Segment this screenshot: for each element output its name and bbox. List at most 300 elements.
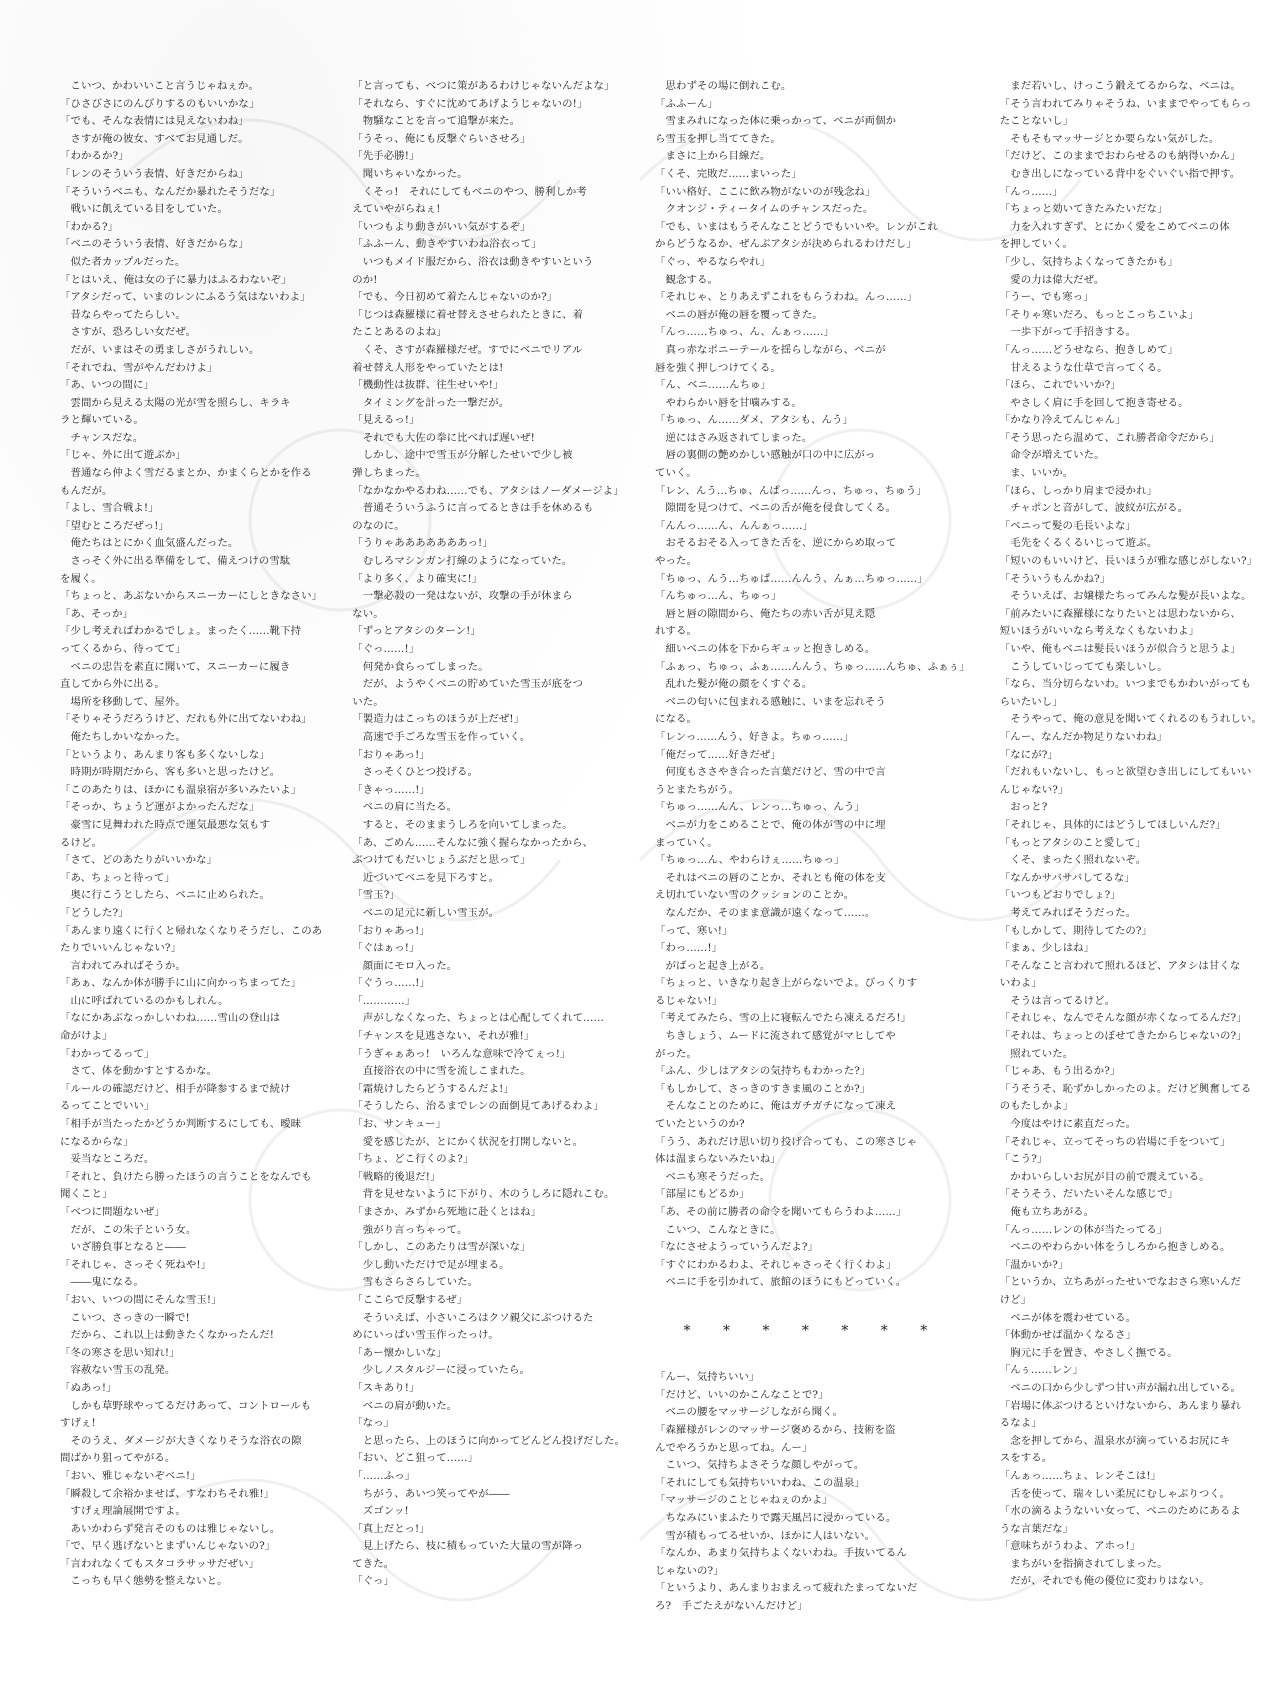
text-line: 「ちょっと、あぶないからスニーカーにしときなさい」 — [60, 590, 323, 603]
text-line: 何発か食らってしまった。 — [352, 660, 489, 673]
text-line: のもたしかよ」 — [999, 1100, 1074, 1113]
text-line: だから、これ以上は動きたくなかったんだ! — [60, 1329, 275, 1342]
text-line: 「だれもいないし、もっと欲望むき出しにしてもいい — [999, 766, 1252, 779]
text-line: すると、そのままうしろを向いてしまった。 — [352, 818, 573, 831]
text-line: しかし、途中で雪玉が分解したせいで少し被 — [352, 449, 573, 462]
text-line: 「だけど、このままでおわらせるのも納得いかん」 — [999, 150, 1241, 163]
text-line: ベニの肩に当たる。 — [352, 801, 458, 814]
text-line: 声がしなくなった、ちょっとは心配してくれて…… — [352, 1012, 605, 1025]
text-line: 俺たちはとにかく血気盛んだった。 — [60, 537, 239, 550]
text-line: 背を見せないように下がり、木のうしろに隠れこむ。 — [352, 1188, 615, 1201]
text-line: 「んっ……レンの体が当たってる」 — [999, 1223, 1168, 1236]
text-line: 「じゃ、外に出て遊ぶか」 — [60, 449, 186, 462]
text-line — [655, 1292, 970, 1310]
text-line: 「それじゃ、立ってそっちの岩場に手をついて」 — [999, 1135, 1231, 1148]
text-line: 「いや、俺もベニは髪長いほうが似合うと思うよ」 — [999, 643, 1241, 655]
text-line: さすが、恐ろしい女だぜ。 — [60, 326, 197, 339]
text-line: 「あ、ごめん……そんなに強く握らなかったから、 — [352, 836, 594, 849]
text-line: ていく。 — [655, 467, 697, 480]
text-line: ベニのやわらかい体をうしろから抱きしめる。 — [999, 1241, 1231, 1254]
text-line: そういえば、お嬢様たちってみんな髪が長いよな。 — [999, 590, 1252, 603]
text-line: え切れていない雪のクッションのことか。 — [655, 889, 855, 902]
text-line: 「ちょっと効いてきたみたいだな」 — [999, 203, 1168, 216]
text-line: 「ベニって髪の毛長いよな」 — [999, 519, 1136, 532]
text-line: だが、いまはその勇ましさがうれしい。 — [60, 343, 260, 356]
text-line: 「んっ……どうせなら、抱きしめて」 — [999, 343, 1179, 356]
text-line: もんだが。 — [60, 484, 113, 497]
text-line: 豪雪に見舞われた時点で運気最悪な気もす — [60, 818, 270, 831]
text-line: 雪が積もってるせいか、ほかに人はいない。 — [655, 1529, 876, 1542]
text-line: 「機動性は抜群、往生せいや!」 — [352, 379, 504, 392]
text-line: 念を押してから、温泉水が滴っているお尻にキ — [999, 1434, 1231, 1447]
text-line: 「そうしたら、治るまでレンの面倒見てあげるわよ」 — [352, 1100, 604, 1113]
text-line: こっちも早く態勢を整えないと。 — [60, 1575, 228, 1588]
text-line: ベニの肩が動いた。 — [352, 1399, 458, 1412]
text-line: 「俺だって……好きだぜ」 — [655, 748, 781, 761]
text-line: 聞いちゃいなかった。 — [352, 167, 468, 180]
text-line: を押していく。 — [999, 238, 1073, 251]
text-line: 「そりゃそうだろうけど、だれも外に出てないわね」 — [60, 713, 312, 726]
text-line: 戦いに飢えている目をしていた。 — [60, 203, 228, 216]
text-line: 「レン、んう…ちゅ、んぱっ……んっ、ちゅっ、ちゅう」 — [655, 484, 927, 497]
text-line: 「先手必勝!」 — [352, 150, 420, 163]
text-line: 「あんまり遠くに行くと帰れなくなりそうだし、このあ — [60, 924, 323, 937]
text-line: 顔面にモロ入った。 — [352, 959, 458, 972]
text-line: そもそもマッサージとか要らない気がした。 — [999, 132, 1220, 145]
text-line: 「それでね、雪がやんだわけよ」 — [60, 361, 218, 374]
text-line: 「ちゅっ…ん、やわらけぇ……ちゅっ」 — [655, 854, 845, 867]
text-line: 「岩場に体ぶつけるといけないから、あんまり暴れ — [999, 1399, 1242, 1412]
text-line: 「製造力はこっちのほうが上だぜ!」 — [352, 713, 525, 726]
text-line: 「短いのもいいけど、長いほうが雅な感じがしない?」 — [999, 555, 1258, 568]
text-line: ベニの匂いに包まれる感触に、いまを忘れそう — [655, 695, 886, 708]
text-line: 近づいてベニを見下ろすと。 — [352, 871, 500, 884]
text-line: 「言われなくてもスタコラサッサだぜい」 — [60, 1557, 260, 1570]
text-line: 「わかってるって」 — [60, 1047, 155, 1060]
text-line: 「よし、雪合戦よ!」 — [60, 502, 159, 515]
text-columns — [60, 78, 1262, 1668]
text-line: 甘えるような仕草で言ってくる。 — [999, 361, 1168, 374]
text-line: 「お、サンキュー」 — [352, 1118, 447, 1131]
text-line: たりでいいんじゃない?」 — [60, 942, 182, 955]
text-line: 「んぁっ……ちょ、レンそこは!」 — [999, 1469, 1162, 1482]
text-line: 「戦略的後退だ!」 — [352, 1170, 441, 1183]
text-line: やった。 — [655, 555, 697, 568]
text-line: 「このあたりは、ほかにも温泉宿が多いみたいよ」 — [60, 783, 302, 796]
text-line: 「まさか、みずから死地に赴くとはね」 — [352, 1206, 542, 1218]
text-line: そのうえ、ダメージが大きくなりそうな浴衣の隙 — [60, 1434, 302, 1447]
text-line: 「おい、雅じゃないぞベニ!」 — [60, 1469, 201, 1482]
text-line: 言われてみればそうか。 — [60, 959, 186, 972]
text-line: タイミングを計った一撃だが。 — [352, 396, 510, 409]
text-line: 「で、早く逃げないとまずいんじゃないの?」 — [60, 1540, 276, 1553]
text-line: 山に呼ばれているのかもしれん。 — [60, 994, 229, 1007]
text-line: のか! — [352, 273, 378, 286]
text-line: 「ほら、これでいいか?」 — [999, 379, 1121, 392]
text-line: 「と言っても、べつに策があるわけじゃないんだよな」 — [352, 80, 615, 92]
text-line: 「でも、今日初めて着たんじゃないのか?」 — [352, 291, 558, 304]
text-line: 雪もさらさらしていた。 — [352, 1276, 479, 1289]
text-line: 「そう思ったら温めて、これ勝者命令だから」 — [999, 431, 1220, 444]
text-line: 「考えてみたら、雪の上に寝転んでたら凍えるだろ!」 — [655, 1012, 912, 1025]
text-line: ラと輝いている。 — [60, 414, 144, 427]
text-line: 「霜焼けしたらどうするんだよ!」 — [352, 1082, 514, 1095]
text-line: 「なら、当分切らないわ。いつまでもかわいがっても — [999, 678, 1252, 691]
text-line: ちなみにいまふたりで露天風呂に浸かっている。 — [655, 1511, 897, 1524]
text-line: 「なかなかやるわね……でも、アタシはノーダメージよ」 — [352, 484, 624, 497]
text-line: 愛の力は偉大だぜ。 — [999, 273, 1105, 286]
text-line: 「なにが?」 — [999, 748, 1058, 761]
text-line: 「それにしても気持ちいいわね、この温泉」 — [655, 1476, 865, 1489]
text-line: 「相手が当たったかどうか判断するにしても、曖昧 — [60, 1118, 302, 1131]
text-line: 「冬の寒さを思い知れ!」 — [60, 1346, 180, 1359]
text-line: 「アタシだって、いまのレンにふるう気はないわよ」 — [60, 291, 311, 304]
text-line: 「マッサージのことじゃねぇのかよ」 — [655, 1494, 833, 1507]
text-line: になる。 — [655, 713, 697, 726]
text-line: 「ん、ベニ……んちゅ」 — [655, 379, 772, 392]
text-line: 「少し考えればわかるでしょ。まったく……靴下持 — [60, 625, 302, 638]
text-line: ちきしょう、ムードに流されて感覚がマヒしてや — [655, 1030, 896, 1043]
text-line: ってくるから、待ってて」 — [60, 643, 186, 655]
text-line: 「というか、立ちあがったせいでなおさら寒いんだ — [999, 1276, 1242, 1289]
text-line: 「じつは森羅様に着せ替えさせられたときに、着 — [352, 308, 584, 321]
text-line: 「もしかして、期待してたの?」 — [999, 924, 1153, 937]
text-line: 容赦ない雪玉の乱発。 — [60, 1364, 176, 1377]
text-line: ベニの口から少しずつ甘い声が漏れ出している。 — [999, 1381, 1242, 1394]
text-line: 乱れた髪が俺の顔をくすぐる。 — [655, 678, 813, 691]
text-line: ――鬼になる。 — [60, 1276, 144, 1289]
text-line: 「温かいか?」 — [999, 1258, 1069, 1271]
text-line: 何度もささやき合った言葉だけど、雪の中で言 — [655, 766, 886, 779]
text-line: だが、ようやくベニの貯めていた雪玉が底をつ — [352, 678, 584, 691]
text-line: 普通そういうふうに言ってるときは手を休めるも — [352, 502, 594, 515]
text-line: 「ちょっと、いきなり起き上がらないでよ。びっくりす — [655, 977, 918, 990]
text-line: 「雪玉?」 — [352, 889, 400, 902]
text-line: 弾しちまった。 — [352, 467, 426, 480]
text-line: ま、いいか。 — [999, 467, 1074, 480]
text-line: 時期が時期だから、客も多いと思ったけど。 — [60, 766, 281, 779]
text-line: 雪まみれになった体に乗っかって、ベニが両個か — [655, 115, 897, 128]
text-line: しかも草野球やってるだけあって、コントロールも — [60, 1399, 312, 1412]
text-line: 「まぁ、少しはね」 — [999, 942, 1095, 955]
text-line: かわいらしいお尻が目の前で震えている。 — [999, 1170, 1210, 1183]
text-line: がった。 — [655, 1047, 697, 1060]
text-line: 命がけよ」 — [60, 1030, 113, 1043]
text-line: 「そんなこと言われて照れるほど、アタシは甘くな — [999, 959, 1241, 972]
text-line: ベニが体を震わせている。 — [999, 1311, 1137, 1324]
text-line: そうは言ってるけど。 — [999, 994, 1116, 1007]
text-line: 唇を強く押しつけてくる。 — [655, 361, 781, 374]
text-line: まっていく。 — [655, 836, 718, 849]
text-line: ちがう、あいつ笑ってやが―― — [352, 1487, 510, 1500]
text-line: 「そういうもんかね?」 — [999, 572, 1111, 585]
text-line: 「ずっとアタシのターン!」 — [352, 625, 481, 638]
text-line: 「んっ……ちゅっ、ん、んぁっ……」 — [655, 326, 834, 339]
text-line: 「ちゅっ、ん……ダメ、アタシも、んう」 — [655, 414, 853, 427]
text-line: 「べつに問題ないぜ」 — [60, 1206, 165, 1218]
text-line: 「おりゃあっ!」 — [352, 924, 430, 937]
text-line: 一歩下がって手招きする。 — [999, 326, 1137, 339]
text-line: ぶつけてもだいじょうぶだと思って」 — [352, 854, 531, 867]
text-line: 命令が増えていた。 — [999, 449, 1105, 462]
text-line: 「わかるか?」 — [60, 150, 129, 163]
text-line: 「わっ……!」 — [655, 942, 723, 955]
text-line: 「そっか、ちょうど運がよかったんだな」 — [60, 801, 260, 814]
text-line: 「おい、どこ狙って……」 — [352, 1452, 479, 1465]
text-line: 直してから外に出る。 — [60, 678, 165, 691]
text-line: いつもメイド服だから、浴衣は動きやすいという — [352, 255, 594, 268]
text-line: 「んー、なんだか物足りないわね」 — [999, 730, 1168, 743]
text-line: うとまたちがう。 — [655, 783, 739, 796]
text-line: 「こう?」 — [999, 1153, 1048, 1166]
text-line: ベニも寒そうだった。 — [655, 1170, 771, 1183]
text-line: るじゃない!」 — [655, 994, 723, 1007]
text-line: 「なにかあぶなっかしいわね……雪山の登山は — [60, 1012, 281, 1025]
text-line: 短いほうがいいなら考えなくもないわよ」 — [999, 625, 1200, 638]
text-line: そうやって、俺の意見を聞いてくれるのもうれしい。 — [999, 713, 1262, 726]
text-line: 「瞬殺して余裕かませば、すなわちそれ雅!」 — [60, 1487, 275, 1500]
text-line: 「でも、いまはもうそんなことどうでもいいや。レンがこれ — [655, 220, 938, 233]
text-line: 似た者カップルだった。 — [60, 255, 186, 268]
text-line: 「いい格好、ここに飲み物がないのが残念ね」 — [655, 185, 876, 198]
text-line: 「それは、ちょっとのぼせてきたからじゃないの?」 — [999, 1030, 1247, 1043]
text-line: んでやろうかと思ってね。んー」 — [655, 1441, 813, 1454]
text-line: 「なにさせようっていうんだよ?」 — [655, 1241, 819, 1254]
text-line: すげぇ理論展開ですよ。 — [60, 1505, 186, 1518]
text-line: こいつ、さっきの一瞬で! — [60, 1311, 190, 1324]
text-line: 「いつもどおりでしょ?」 — [999, 889, 1121, 902]
text-line: 「それじゃ、さっそく死ねや!」 — [60, 1258, 212, 1271]
text-line: 場所を移動して、屋外。 — [60, 695, 186, 708]
text-line: からどうなるか、ぜんぶアタシが決められるわけだし」 — [655, 238, 917, 251]
text-line: 「見えるっ!」 — [352, 414, 420, 427]
text-line: まだ若いし、けっこう鍛えてるからな、ベニは。 — [999, 80, 1242, 92]
text-line — [655, 1352, 970, 1370]
text-line: らいたいし」 — [999, 695, 1063, 708]
text-line: すげぇ! — [60, 1417, 96, 1430]
text-line: それでも大佐の拳に比べれば遅いぜ! — [352, 431, 535, 444]
text-line: 「うそうそ、恥ずかしかったのよ。だけど興奮してる — [999, 1082, 1252, 1095]
text-line: 雲間から見える太陽の光が雪を照らし、キラキ — [60, 396, 291, 409]
text-line: 「チャンスを見逃さない、それが雅!」 — [352, 1030, 535, 1043]
text-line: むしろマシンガン打線のようになっていた。 — [352, 555, 573, 568]
text-line: 「ふふーん」 — [655, 97, 718, 110]
text-line: 「さて、どのあたりがいいかな」 — [60, 854, 218, 867]
text-line: チャポンと音がして、波紋が広がる。 — [999, 502, 1189, 515]
text-line: さっそくひとつ投げる。 — [352, 766, 478, 779]
column-3 — [655, 78, 970, 1668]
text-line: ていたというのか? — [655, 1118, 745, 1131]
text-line: くそ、さすが森羅様だぜ。すでにベニでリアル — [352, 343, 583, 356]
text-line: 「でも、そんな表情には見えないわね」 — [60, 115, 249, 128]
text-line: 「じゃあ、もう出るか?」 — [999, 1065, 1121, 1078]
text-line: 「ふふーん、動きやすいわね浴衣って」 — [352, 238, 542, 251]
text-line: いざ勝負事となると―― — [60, 1241, 186, 1254]
text-line: 「しかし、このあたりは雪が深いな」 — [352, 1241, 531, 1254]
text-line: 「体動かせば温かくなるさ」 — [999, 1329, 1137, 1342]
text-line: チャンスだな。 — [60, 431, 144, 444]
text-line: 照れていた。 — [999, 1047, 1074, 1060]
text-line: 「ぐっ、やるならやれ」 — [655, 255, 771, 268]
text-line: 「あぁ、なんか体が勝手に山に向かっちまってた」 — [60, 977, 302, 990]
text-line: そういえば、小さいころはクソ親父にぶつけるた — [352, 1311, 594, 1324]
text-line: 「おりゃあっ!」 — [352, 748, 430, 761]
text-line: 「んぅ……レン」 — [999, 1364, 1084, 1377]
text-line: 「んんっ……ん、んんぁっ……」 — [655, 519, 814, 532]
text-line: こいつ、かわいいこと言うじゃねぇか。 — [60, 80, 259, 92]
text-line: 「意味ちがうわよ、アホっ!」 — [999, 1540, 1141, 1553]
text-line: 「かなり冷えてんじゃん」 — [999, 414, 1126, 427]
text-line: そんなことのために、俺はガチガチになって凍え — [655, 1100, 897, 1113]
text-line: ベニが力をこめることで、俺の体が雪の中に埋 — [655, 818, 886, 831]
text-line: 胸元に手を置き、やさしく撫でる。 — [999, 1346, 1178, 1359]
text-line: さて、体を動かすとするかな。 — [60, 1065, 218, 1078]
text-line: こうしていじってても楽しいし。 — [999, 660, 1168, 673]
text-line: 昔ならやってたらしい。 — [60, 308, 186, 321]
text-line: 「そういうベニも、なんだか暴れたそうだな」 — [60, 185, 281, 198]
text-line: れする。 — [655, 625, 697, 638]
text-line: 「それじゃ、なんでそんな顔が赤くなってるんだ?」 — [999, 1012, 1247, 1025]
text-line: 「ほら、しっかり肩まで浸かれ」 — [999, 484, 1158, 497]
text-line: けど」 — [999, 1293, 1032, 1306]
text-line: ベニの腰をマッサージしながら聞く。 — [655, 1406, 844, 1419]
text-line: いた。 — [352, 695, 384, 708]
text-line: 強がり言っちゃって。 — [352, 1223, 468, 1236]
text-line: 「レンのそういう表情、好きだからね」 — [60, 167, 249, 180]
text-line: 「少し、気持ちよくなってきたかも」 — [999, 255, 1179, 268]
text-line: 唇の裏側の艶めかしい感触が口の中に広がっ — [655, 449, 876, 462]
text-line: 「ルールの確認だけど、相手が降参するまで続け — [60, 1082, 291, 1095]
text-line: 「ふん、少しはアタシの気持ちもわかった?」 — [655, 1065, 871, 1078]
text-line: 真っ赤なポニーテールを揺らしながら、ベニが — [655, 343, 886, 356]
text-line: 「より多く、より確実に!」 — [352, 572, 483, 585]
text-line: 物騒なことを言って追撃が来た。 — [352, 115, 521, 128]
text-line: 「とはいえ、俺は女の子に暴力はふるわないぞ」 — [60, 273, 292, 286]
text-line: と思ったら、上のほうに向かってどんどん投げだした。 — [352, 1434, 626, 1447]
text-line: 唇と唇の隙間から、俺たちの赤い舌が見え隠 — [655, 607, 876, 620]
text-line: 着せ替え人形をやっていたとは! — [352, 361, 504, 374]
text-line: 「真上だとっ!」 — [352, 1522, 430, 1535]
text-line: さすが俺の彼女、すべてお見通しだ。 — [60, 132, 249, 145]
text-line: のなのに。 — [352, 519, 405, 532]
text-line: 間ばかり狙ってやがる。 — [60, 1452, 176, 1465]
text-line: 見上げたら、枝に積もっていた大量の雪が降っ — [352, 1540, 584, 1553]
text-line: 「ぐうっ……!」 — [352, 977, 430, 990]
text-line: たことないし」 — [999, 115, 1074, 128]
text-line: 「ぐはぁっ!」 — [352, 942, 420, 955]
text-line: 俺も立ちあがる。 — [999, 1206, 1095, 1218]
text-line: いわよ」 — [999, 977, 1042, 990]
text-line: 「うー、でも寒っ」 — [999, 291, 1094, 304]
text-line: 隙間を見つけて、ベニの舌が俺を侵食してくる。 — [655, 502, 897, 515]
text-line: だが、この朱子という女。 — [60, 1223, 197, 1236]
text-line: くそ、まったく照れないぞ。 — [999, 854, 1147, 867]
text-line: うな言葉だな」 — [999, 1522, 1074, 1535]
text-line: 「うそっ、俺にも反撃ぐらいさせろ」 — [352, 132, 531, 145]
column-1 — [60, 78, 322, 1668]
text-line: 普通なら仲よく雪だるまとか、かまくらとかを作る — [60, 467, 312, 480]
text-line: 今度はやけに素直だった。 — [999, 1118, 1137, 1131]
text-line: を履く。 — [60, 572, 102, 585]
text-line: 「って、寒い!」 — [655, 924, 733, 937]
text-line: なんだか、そのまま意識が遠くなって……。 — [655, 906, 876, 919]
text-line: ベニの足元に新しい雪玉が。 — [352, 906, 500, 919]
text-line: ズゴンッ! — [352, 1505, 409, 1518]
text-line: 「それと、負けたら勝ったほうの言うことをなんでも — [60, 1170, 312, 1183]
column-4 — [1000, 78, 1262, 1668]
text-line: ない。 — [352, 607, 384, 620]
text-line: 「レンっ……んう、好きよ。ちゅっ……」 — [655, 730, 854, 743]
text-line: 「スキあり!」 — [352, 1381, 420, 1394]
text-line: 「それじゃ、具体的にはどうしてほしいんだ?」 — [999, 818, 1226, 831]
text-line: 逆にはさみ返されてしまった。 — [655, 431, 813, 444]
text-line: 「くそ、完敗だ……まいった」 — [655, 167, 802, 180]
text-line: 「うぎゃぁあっ! いろんな意味で冷てぇっ!」 — [352, 1047, 571, 1060]
text-line: 妥当なところだ。 — [60, 1153, 155, 1166]
text-line: 「ぐっ……!」 — [352, 643, 420, 655]
text-line: 「ちょ、どこ行くのよ?」 — [352, 1153, 474, 1166]
column-2 — [352, 78, 625, 1668]
text-line: がばっと起き上がる。 — [655, 959, 771, 972]
text-line: 高速で手ごろな雪玉を作っていく。 — [352, 730, 531, 743]
text-line: 力を入れすぎず、とにかく愛をこめてベニの体 — [999, 220, 1230, 233]
text-line: こいつ、気持ちよさそうな顔しやがって。 — [655, 1459, 865, 1472]
text-line: 少しノスタルジーに浸っていたら。 — [352, 1364, 530, 1377]
text-line: 「んー、気持ちいい」 — [655, 1371, 760, 1384]
text-line: 「ふぁっ、ちゅっ、ふぁ……んんう、ちゅっ……んちゅ、ふぁぅ」 — [655, 660, 970, 673]
text-line: 「前みたいに森羅様になりたいとは思わないから、 — [999, 607, 1242, 620]
text-line: 「ちゅっ……んん、レンっ…ちゅっ、んう」 — [655, 801, 865, 814]
text-line: スをする。 — [999, 1452, 1053, 1465]
text-line: ベニの唇が俺の唇を覆ってきた。 — [655, 308, 823, 321]
text-line: 愛を感じたが、とにかく状況を打開しないと。 — [352, 1135, 584, 1148]
text-line: 「んちゅっ…ん、ちゅっ」 — [655, 590, 782, 603]
text-line: 「ぐっ」 — [352, 1575, 395, 1588]
text-line: だが、それでも俺の優位に変わりはない。 — [999, 1575, 1210, 1588]
text-line: 「あー懐かしいな」 — [352, 1346, 447, 1359]
text-line: こいつ、こんなときに。 — [655, 1223, 781, 1236]
text-line: 「ぬあっ!」 — [60, 1381, 117, 1394]
text-line: ら雪玉を押し当ててきた。 — [655, 132, 781, 145]
text-line: それはベニの唇のことか、それとも俺の体を支 — [655, 871, 886, 884]
text-line: 「部屋にもどるか」 — [655, 1188, 750, 1201]
text-line: 「あ、いつの間に」 — [60, 379, 154, 392]
text-line: 考えてみればそうだった。 — [999, 906, 1137, 919]
text-line: 観念する。 — [655, 273, 718, 286]
text-line: 「だけど、いいのかこんなことで?」 — [655, 1388, 829, 1401]
text-line: 「そうそう、だいたいそんな感じで」 — [999, 1188, 1179, 1201]
text-line: ベニに手を引かれて、旅館のほうにもどっていく。 — [655, 1276, 907, 1289]
text-line: 「望むところだぜっ!」 — [60, 519, 169, 532]
text-line: 「すぐにわかるわよ、それじゃさっそく行くわよ」 — [655, 1258, 897, 1271]
text-line: 「どうした?」 — [60, 906, 129, 919]
scene-separator: * * * * * * * — [683, 1322, 942, 1339]
text-line: あいかわらず発言そのものは雅じゃないし。 — [60, 1522, 281, 1535]
text-line: 「……ふっ」 — [352, 1469, 416, 1482]
text-line: ろ? 手ごたえがないんだけど」 — [655, 1599, 808, 1612]
text-line: 「うりゃあああああああっ!」 — [352, 537, 493, 550]
text-line: 「もしかして、さっきのすきま風のことか?」 — [655, 1082, 871, 1095]
text-line: ベニの忠告を素直に聞いて、スニーカーに履き — [60, 660, 291, 673]
text-line: 「いつもより動きがいい気がするぞ」 — [352, 220, 531, 233]
text-line: まさに上から目線だ。 — [655, 150, 771, 163]
text-line: 体は温まらないみたいね」 — [655, 1153, 781, 1166]
text-line: 「もっとアタシのこと愛して」 — [999, 836, 1146, 849]
text-line: 俺たちしかいなかった。 — [60, 730, 186, 743]
text-line: たことあるのよね」 — [352, 326, 447, 339]
text-line: 聞くこと」 — [60, 1188, 113, 1201]
text-line: むき出しになっている背中をぐいぐい指で押す。 — [999, 167, 1241, 180]
